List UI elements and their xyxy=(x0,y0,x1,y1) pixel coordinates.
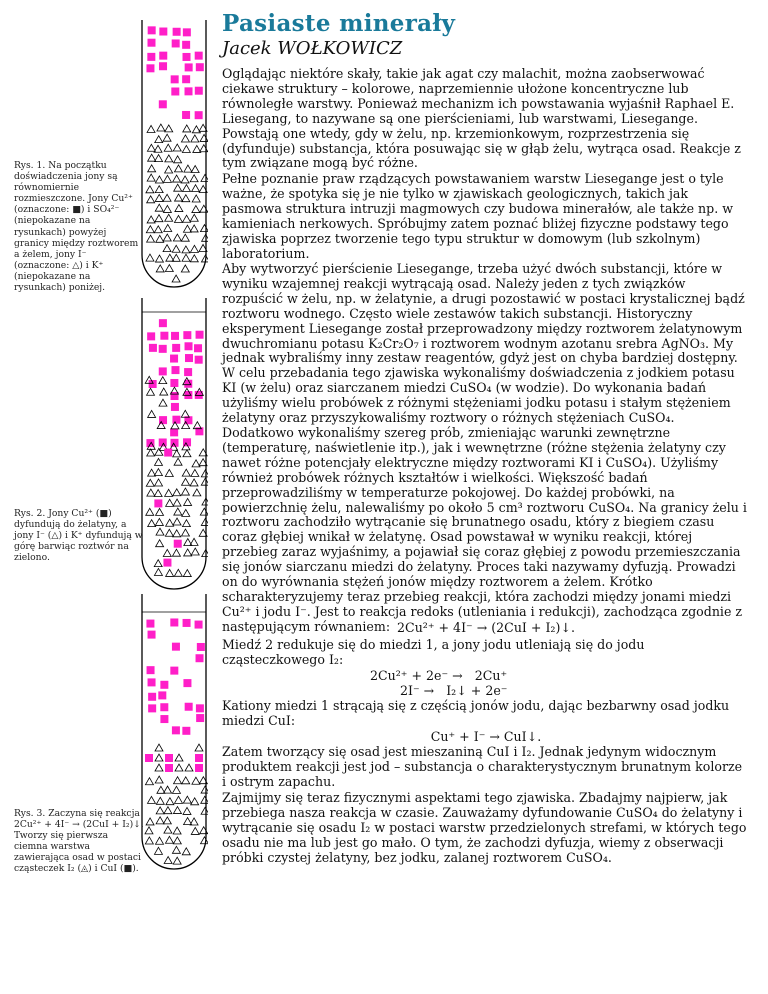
equation-half-copper: 2Cu²⁺ + 2e⁻ → 2Cu⁺ xyxy=(370,668,508,683)
paragraph-reduction: Miedź 2 redukuje się do miedzi 1, a jony jodu utleniają się do jodu cząsteczkowego I₂: xyxy=(222,637,645,667)
test-tube-figure-3 xyxy=(140,594,208,870)
tube-drawing xyxy=(140,594,208,870)
article-title: Pasiaste minerały xyxy=(222,10,456,37)
paragraph-mixture: Zatem tworzący się osad jest mieszaniną CuI i I₂. Jednak jedynym widocznym produktem reakcji jest jod – substancja o charakterystycznym brunatnym kolorze i ostrym zapachu. xyxy=(222,744,743,789)
paragraph-cations: Kationy miedzi 1 strącają się z częścią jonów jodu, dając bezbarwny osad jodku miedzi CuI: xyxy=(222,698,730,728)
figure-3-caption: Rys. 3. Zaczyna się reakcja 2Cu²⁺ + 4I⁻ → (2CuI + I₂)↓. Tworzy się pierwsza ciemna warstwa zawierająca osad w postaci cząsteczek I₂ (◬) i CuI (■). xyxy=(14,808,144,875)
equation-half-reactions xyxy=(222,669,750,699)
tube-drawing xyxy=(140,20,208,288)
figure-2-caption: Rys. 2. Jony Cu²⁺ (■) dyfundują do żelatyny, a jony I⁻ (△) i K⁺ dyfundują w górę barwiąc roztwór na zielono. xyxy=(14,508,143,564)
paragraph-intro: Oglądając niektóre skały, takie jak agat czy malachit, można zaobserwować ciekawe struktury – kolorowe, naprzemiennie ułożone koncentryczne lub równoległe warstwy. Ponieważ mechanizm ich powstawania wyjaśnił Raphael E. Liesegang, to nazywane są one pierścieniami, lub warstwami, Liesegange. Powstają one wtedy, gdy w żelu, np. krzemionkowym, rozprzestrzenia się (dyfunduje) substancja, która posuwając się w głąb żelu, wytrąca osad. Reakcje z tym związane mogą być różne. xyxy=(222,66,741,171)
test-tube-figure-1 xyxy=(140,20,208,288)
test-tube-figure-2 xyxy=(140,298,208,590)
equation-half-iodine: 2I⁻ → I₂↓ + 2e⁻ xyxy=(400,682,508,698)
equation-cui: Cu⁺ + I⁻ → CuI↓. xyxy=(430,729,542,744)
article-author: Jacek WOŁKOWICZ xyxy=(222,38,403,59)
tube-drawing xyxy=(140,298,208,590)
equation-redox: 2Cu²⁺ + 4I⁻ → (2CuI + I₂)↓. xyxy=(397,620,575,635)
paragraph-importance: Pełne poznanie praw rządzących powstawaniem warstw Liesegange jest o tyle ważne, że spotyka się je nie tylko w zjawiskach geologicznych, takich jak pasmowa struktura intruzji magmowych czy budowa minerałów, ale także np. w kamieniach nerkowych. Spróbujmy zatem poznać bliżej fizyczne podstawy tego zjawiska poprzez tworzenie tego typu struktur w domowym (lub szkolnym) laboratorium. xyxy=(222,171,734,261)
figure-1-caption: Rys. 1. Na początku doświadczenia jony są równomiernie rozmieszczone. Jony Cu²⁺ (oznaczone: ■) i SO₄²⁻ (niepokazane na rysunkach) powyżej granicy między roztworem a żelem, jony I⁻ (oznaczone: △) i K⁺ (niepokazane na rysunkach) poniżej. xyxy=(14,160,139,294)
paragraph-physics: Zajmijmy się teraz fizycznymi aspektami tego zjawiska. Zbadajmy najpierw, jak przebiega nasza reakcja w czasie. Zauważamy dyfundowanie CuSO₄ do żelatyny i wytrącanie się osadu I₂ w postaci warstw przedzielonych strefami, w których tego osadu nie ma lub jest go mało. O tym, że zachodzi dyfuzja, wiemy z obserwacji próbki czystej żelatyny, bez jodku, zalanej roztworem CuSO₄. xyxy=(222,790,747,865)
paragraph-experiment: Aby wytworzyć pierścienie Liesegange, trzeba użyć dwóch substancji, które w wyniku wzajemnej reakcji wytrącają osad. Należy jeden z tych związków rozpuścić w żelu, np. w żelatynie, a drugi pozostawić w postaci krystalicznej bądź roztworu wodnego. Często wiele zestawów takich substancji. Historyczny eksperyment Liesegange został przeprowadzony między roztworem żelatynowym dwuchromianu potasu K₂Cr₂O₇ i roztworem wodnym azotanu srebra AgNO₃. My jednak wybraliśmy inny zestaw reagentów, gdyż jest on chyba bardziej dostępny. W celu przebadania tego zjawiska wykonaliśmy doświadczenia z jodkiem potasu KI (w żelu) oraz siarczanem miedzi CuSO₄ (w wodzie). Do wykonania badań użyliśmy wielu probówek z różnymi stężeniami jodku potasu i stałym stężeniem żelatyny oraz przyszykowaliśmy roztwory o różnych stężeniach CuSO₄. Dodatkowo wykonaliśmy szereg prób, zmieniając warunki zewnętrzne (temperaturę, naświetlenie itp.), jak i wewnętrzne (różne stężenia żelatyny czy nawet różne potencjały elektryczne między roztworami KI i CuSO₄). Użyliśmy również probówek różnych kształtów i wielkości. Większość badań przeprowadziliśmy w temperaturze pokojowej. Do każdej probówki, na powierzchnię żelu, nalewaliśmy po około 5 cm³ roztworu CuSO₄. Na granicy żelu i roztworu zachodziło wytrącanie się brunatnego osadu, który z biegiem czasu coraz głębiej wnikał w żelatynę. Osad powstawał w wyniku reakcji, której przebieg zaraz wyjaśnimy, a pojawiał się coraz głębiej z powodu przemieszczania się jonów siarczanu miedzi do żelatyny. Proces taki nazywamy dyfuzją. Prowadzi on do wyrównania stężeń jonów między roztworem a żelem. Krótko scharakteryzujemy teraz przebieg reakcji, która zachodzi między jonami miedzi Cu²⁺ i jodu I⁻. Jest to reakcja redoks (utleniania i redukcji), zachodząca zgodnie z następującym równaniem: xyxy=(222,261,747,634)
